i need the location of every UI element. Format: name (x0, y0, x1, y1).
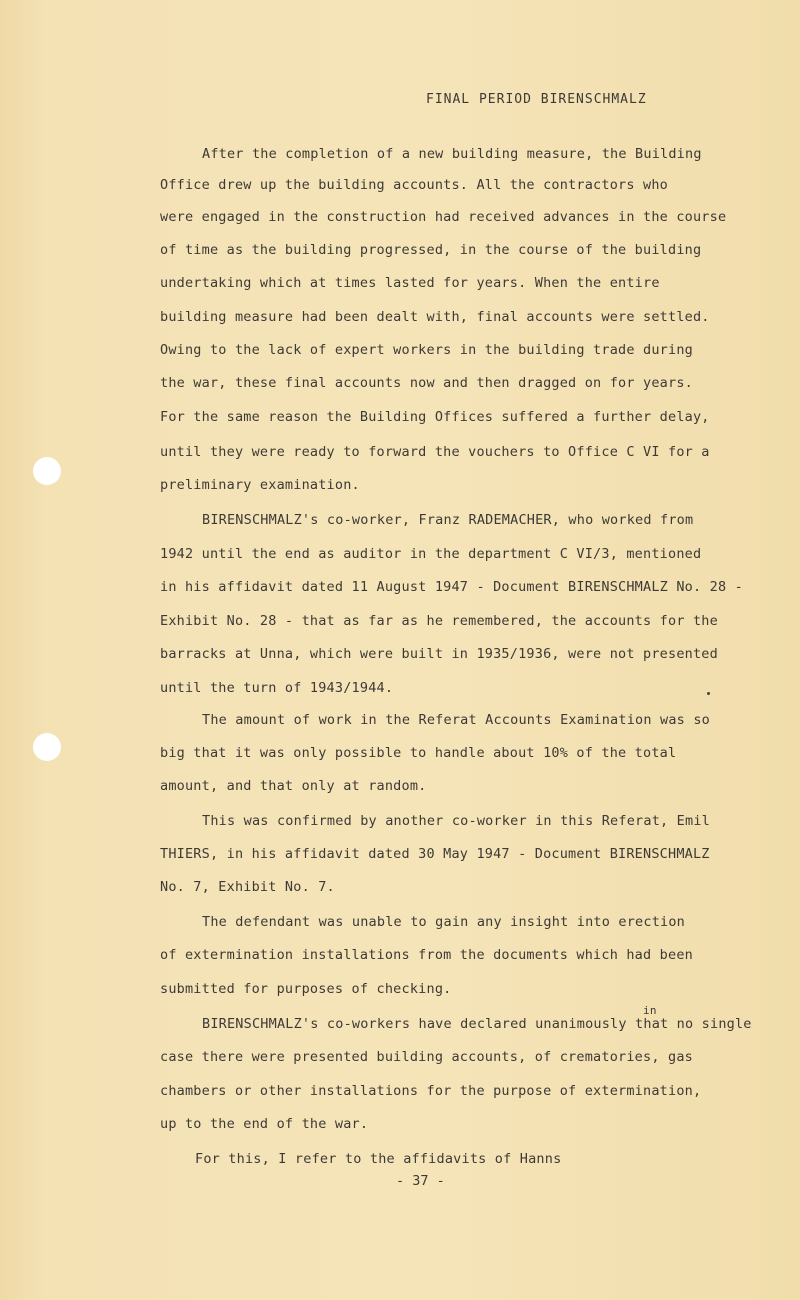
page-number: - 37 - (396, 1173, 445, 1189)
handwritten-insertion: in (643, 1004, 657, 1017)
text-line: of extermination installations from the documents which had been (160, 947, 693, 963)
ink-speck (707, 692, 710, 695)
text-line: up to the end of the war. (160, 1116, 369, 1132)
punch-hole-bottom (33, 733, 61, 761)
page-header: FINAL PERIOD BIRENSCHMALZ (426, 92, 647, 107)
text-line: in his affidavit dated 11 August 1947 - Document BIRENSCHMALZ No. 28 - (160, 579, 743, 595)
text-line: For the same reason the Building Offices suffered a further delay, (160, 409, 710, 425)
text-line: until they were ready to forward the vouchers to Office C VI for a (160, 444, 710, 460)
text-line: of time as the building progressed, in the course of the building (160, 242, 702, 258)
text-line: Owing to the lack of expert workers in the building trade during (160, 342, 693, 358)
text-line: No. 7, Exhibit No. 7. (160, 879, 335, 895)
text-line: 1942 until the end as auditor in the department C VI/3, mentioned (160, 546, 702, 562)
text-line: The amount of work in the Referat Accounts Examination was so (202, 712, 710, 728)
text-line: Office drew up the building accounts. All the contractors who (160, 177, 668, 193)
text-line: until the turn of 1943/1944. (160, 680, 394, 696)
text-line: BIRENSCHMALZ's co-workers have declared unanimously that no single (202, 1016, 752, 1032)
text-line: submitted for purposes of checking. (160, 981, 452, 997)
text-line: Exhibit No. 28 - that as far as he remembered, the accounts for the (160, 613, 718, 629)
text-line: big that it was only possible to handle about 10% of the total (160, 745, 677, 761)
punch-hole-top (33, 457, 61, 485)
text-line: After the completion of a new building measure, the Building (202, 146, 702, 162)
text-line: case there were presented building accounts, of crematories, gas (160, 1049, 693, 1065)
text-line: This was confirmed by another co-worker in this Referat, Emil (202, 813, 710, 829)
text-line: the war, these final accounts now and then dragged on for years. (160, 375, 693, 391)
text-line: were engaged in the construction had received advances in the course (160, 209, 727, 225)
text-line: For this, I refer to the affidavits of Hanns (195, 1151, 562, 1167)
text-line: building measure had been dealt with, final accounts were settled. (160, 309, 710, 325)
text-line: barracks at Unna, which were built in 1935/1936, were not presented (160, 646, 718, 662)
text-line: undertaking which at times lasted for years. When the entire (160, 275, 660, 291)
text-line: chambers or other installations for the purpose of extermination, (160, 1083, 702, 1099)
text-line: THIERS, in his affidavit dated 30 May 1947 - Document BIRENSCHMALZ (160, 846, 710, 862)
text-line: BIRENSCHMALZ's co-worker, Franz RADEMACHER, who worked from (202, 512, 694, 528)
text-line: amount, and that only at random. (160, 778, 427, 794)
text-line: preliminary examination. (160, 477, 360, 493)
text-line: The defendant was unable to gain any insight into erection (202, 914, 686, 930)
